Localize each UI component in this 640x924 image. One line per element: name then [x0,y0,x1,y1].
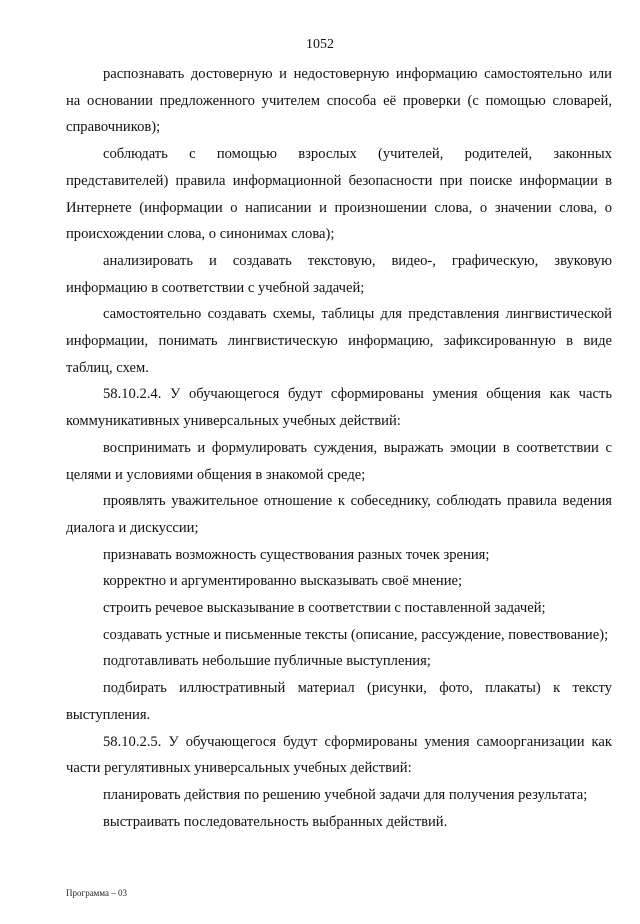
paragraph: планировать действия по решению учебной задачи для получения результата; [103,786,588,803]
paragraph: анализировать и создавать текстовую, видео-, графическую, звуковую информацию в соответствии с учебной задачей; [66,252,612,296]
paragraph: создавать устные и письменные тексты (описание, рассуждение, повествование); [103,626,609,643]
paragraph: проявлять уважительное отношение к собеседнику, соблюдать правила ведения диалога и дискуссии; [66,493,612,536]
page-number: 1052 [306,37,334,52]
paragraph: подготавливать небольшие публичные выступления; [103,653,431,670]
paragraph: воспринимать и формулировать суждения, выражать эмоции в соответствии с целями и условиями общения в знакомой среде; [66,439,612,483]
document-body [66,61,612,835]
section-heading-paragraph: 58.10.2.5. У обучающегося будут сформированы умения самоорганизации как части регулятивных универсальных учебных действий: [66,733,612,777]
paragraph: подбирать иллюстративный материал (рисунки, фото, плакаты) к тексту выступления. [66,680,612,723]
paragraph: выстраивать последовательность выбранных действий. [103,813,448,830]
paragraph: признавать возможность существования разных точек зрения; [103,546,490,563]
paragraph: самостоятельно создавать схемы, таблицы для представления лингвистической информации, понимать лингвистическую информацию, зафиксированную в виде таблиц, схем. [66,306,612,376]
paragraph: строить речевое высказывание в соответствии с поставленной задачей; [103,600,546,617]
paragraph: соблюдать с помощью взрослых (учителей, родителей, законных представителей) правила информационной безопасности при поиске информации в Интернете (информации о написании и произношении слова, о значении слова, о происхождении слова, о синонимах слова); [66,146,612,243]
paragraph: распознавать достоверную и недостоверную информацию самостоятельно или на основании предложенного учителем способа её проверки (с помощью словарей, справочников); [66,66,612,136]
footer-program-label: Программа – 03 [66,888,128,898]
section-heading-paragraph: 58.10.2.4. У обучающегося будут сформированы умения общения как часть коммуникативных универсальных учебных действий: [66,386,612,430]
paragraph: корректно и аргументированно высказывать своё мнение; [103,573,463,590]
